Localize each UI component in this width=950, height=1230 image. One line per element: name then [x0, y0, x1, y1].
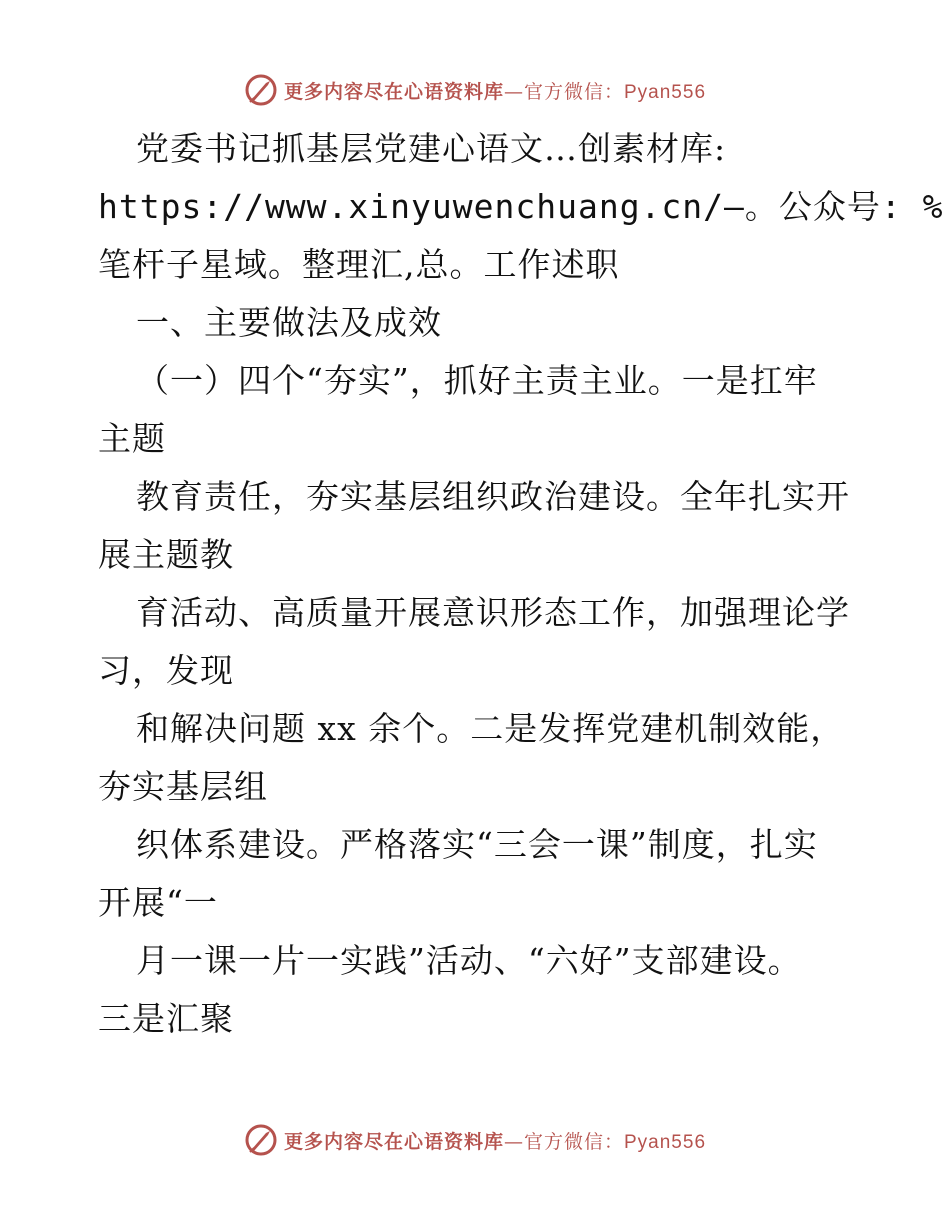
- doc-line-15: 月一课一片一实践”活动、“六好”支部建设。: [136, 941, 802, 980]
- doc-line-9: 育活动、高质量开展意识形态工作，加强理论学: [136, 593, 850, 632]
- doc-line-13: 织体系建设。严格落实“三会一课”制度，扎实: [136, 825, 818, 864]
- doc-line-16: 三是汇聚: [98, 999, 234, 1038]
- doc-line-5: （一）四个“夯实”，抓好主责主业。一是扛牢: [136, 361, 818, 400]
- footer-banner-part2: 官方微信：: [523, 1130, 624, 1153]
- quill-pen-circle-icon: [244, 73, 278, 107]
- doc-line-6: 主题: [98, 419, 166, 458]
- doc-line-1: 党委书记抓基层党建心语文…创素材库:: [136, 129, 727, 168]
- doc-line-2: https://www.xinyuwenchuang.cn/—。公众号: %: [98, 187, 944, 226]
- header-banner-separator: —: [503, 80, 524, 103]
- quill-pen-circle-icon: [244, 1123, 278, 1157]
- doc-line-12: 夯实基层组: [98, 767, 268, 806]
- doc-line-8: 展主题教: [98, 535, 234, 574]
- doc-line-3: 笔杆子星域。整理汇,总。工作述职: [98, 245, 620, 284]
- document-body: [98, 120, 944, 1048]
- footer-banner-wechat-id: Pyan556: [624, 1131, 707, 1153]
- doc-line-14: 开展“一: [98, 883, 218, 922]
- doc-line-7: 教育责任，夯实基层组织政治建设。全年扎实开: [136, 477, 850, 516]
- doc-line-11: 和解决问题 xx 余个。二是发挥党建机制效能，: [136, 709, 845, 748]
- doc-line-10: 习，发现: [98, 651, 234, 690]
- header-banner: [0, 70, 950, 110]
- footer-banner-text: [284, 1127, 706, 1154]
- header-banner-part2: 官方微信：: [523, 80, 624, 103]
- footer-banner: [0, 1120, 950, 1160]
- header-banner-wechat-id: Pyan556: [624, 81, 707, 103]
- footer-banner-separator: —: [503, 1130, 524, 1153]
- header-banner-part1: 更多内容尽在心语资料库: [283, 80, 504, 103]
- header-banner-text: [284, 77, 706, 104]
- section-heading: 一、主要做法及成效: [136, 303, 442, 342]
- footer-banner-part1: 更多内容尽在心语资料库: [283, 1130, 504, 1153]
